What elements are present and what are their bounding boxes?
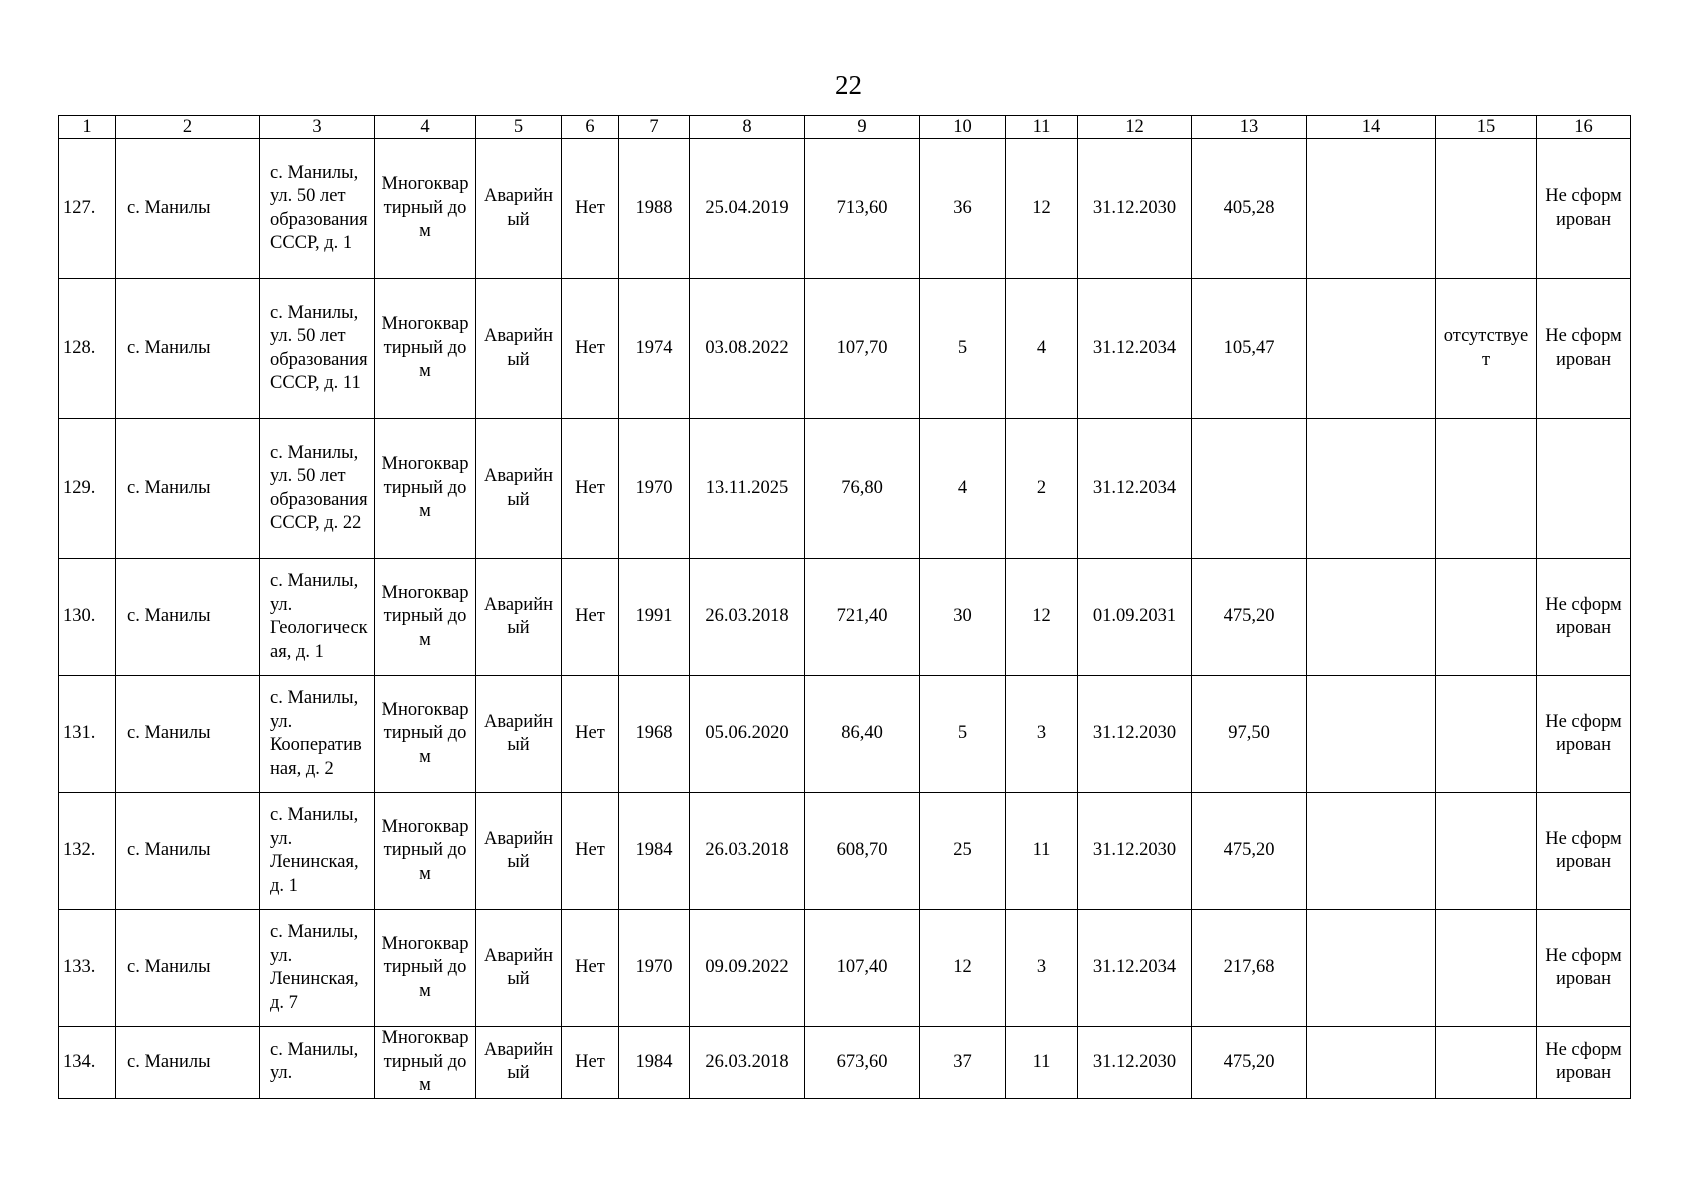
cell-cadastral-value <box>1192 419 1307 559</box>
cell-area: 76,80 <box>805 419 920 559</box>
cell-residents: 36 <box>920 139 1006 279</box>
cell-apartments: 4 <box>1006 279 1078 419</box>
cell-area: 608,70 <box>805 793 920 910</box>
column-header: 12 <box>1078 116 1192 139</box>
cell-condition: Аварийный <box>476 676 562 793</box>
cell-settlement: с. Манилы <box>116 139 260 279</box>
cell-address: с. Манилы, ул. 50 лет образования СССР, д. 22 <box>260 419 375 559</box>
cell-residents: 30 <box>920 559 1006 676</box>
column-header: 11 <box>1006 116 1078 139</box>
cell-building-type: Многоквартирный дом <box>375 419 476 559</box>
cell-residents: 5 <box>920 279 1006 419</box>
cell-resettlement-deadline: 31.12.2034 <box>1078 419 1192 559</box>
cell-row-number: 129. <box>59 419 116 559</box>
column-header: 4 <box>375 116 476 139</box>
cell-settlement: с. Манилы <box>116 910 260 1027</box>
cell-address: с. Манилы, ул. Геологическая, д. 1 <box>260 559 375 676</box>
cell-settlement: с. Манилы <box>116 279 260 419</box>
cell-building-type: Многоквартирный дом <box>375 910 476 1027</box>
cell-condition: Аварийный <box>476 1027 562 1099</box>
cell-building-type: Многоквартирный дом <box>375 559 476 676</box>
cell-column-14 <box>1307 676 1436 793</box>
cell-residents: 12 <box>920 910 1006 1027</box>
cell-land-plot-status: Не сформирован <box>1537 676 1631 793</box>
cell-row-number: 128. <box>59 279 116 419</box>
cell-build-year: 1974 <box>619 279 690 419</box>
cell-settlement: с. Манилы <box>116 559 260 676</box>
cell-address: с. Манилы, ул. <box>260 1027 375 1099</box>
cell-cadastral-value: 475,20 <box>1192 793 1307 910</box>
cell-land-plot-status <box>1537 419 1631 559</box>
cell-resettlement-deadline: 31.12.2030 <box>1078 139 1192 279</box>
housing-register-table <box>58 115 1631 1099</box>
column-header: 10 <box>920 116 1006 139</box>
cell-land-plot-status: Не сформирован <box>1537 559 1631 676</box>
cell-residents: 4 <box>920 419 1006 559</box>
cell-settlement: с. Манилы <box>116 793 260 910</box>
cell-settlement: с. Манилы <box>116 1027 260 1099</box>
column-header: 1 <box>59 116 116 139</box>
cell-condition: Аварийный <box>476 559 562 676</box>
cell-condition: Аварийный <box>476 419 562 559</box>
cell-build-year: 1984 <box>619 1027 690 1099</box>
cell-apartments: 3 <box>1006 676 1078 793</box>
cell-cadastral-value: 405,28 <box>1192 139 1307 279</box>
cell-recognition-date: 25.04.2019 <box>690 139 805 279</box>
cell-recognition-date: 26.03.2018 <box>690 793 805 910</box>
cell-recognition-date: 05.06.2020 <box>690 676 805 793</box>
table-body <box>59 139 1631 1099</box>
cell-condition: Аварийный <box>476 139 562 279</box>
cell-cadastral-value: 105,47 <box>1192 279 1307 419</box>
cell-land-plot-status: Не сформирован <box>1537 910 1631 1027</box>
cell-column-14 <box>1307 139 1436 279</box>
cell-area: 107,40 <box>805 910 920 1027</box>
cell-row-number: 132. <box>59 793 116 910</box>
cell-recognition-date: 26.03.2018 <box>690 559 805 676</box>
cell-column-14 <box>1307 279 1436 419</box>
cell-build-year: 1970 <box>619 419 690 559</box>
cell-object-status: Нет <box>562 139 619 279</box>
cell-resettlement-deadline: 31.12.2034 <box>1078 279 1192 419</box>
cell-object-status: Нет <box>562 910 619 1027</box>
column-header: 16 <box>1537 116 1631 139</box>
cell-object-status: Нет <box>562 1027 619 1099</box>
table-row <box>59 793 1631 910</box>
cell-building-type: Многоквартирный дом <box>375 676 476 793</box>
cell-residents: 25 <box>920 793 1006 910</box>
cell-condition: Аварийный <box>476 279 562 419</box>
cell-recognition-date: 03.08.2022 <box>690 279 805 419</box>
cell-column-14 <box>1307 910 1436 1027</box>
cell-land-plot-status: Не сформирован <box>1537 793 1631 910</box>
table-row <box>59 676 1631 793</box>
cell-column-15 <box>1436 559 1537 676</box>
cell-build-year: 1970 <box>619 910 690 1027</box>
column-header: 6 <box>562 116 619 139</box>
cell-residents: 37 <box>920 1027 1006 1099</box>
cell-cadastral-value: 475,20 <box>1192 559 1307 676</box>
cell-area: 107,70 <box>805 279 920 419</box>
cell-object-status: Нет <box>562 676 619 793</box>
cell-area: 86,40 <box>805 676 920 793</box>
cell-column-14 <box>1307 559 1436 676</box>
cell-recognition-date: 09.09.2022 <box>690 910 805 1027</box>
cell-residents: 5 <box>920 676 1006 793</box>
cell-building-type: Многоквартирный дом <box>375 793 476 910</box>
cell-object-status: Нет <box>562 793 619 910</box>
cell-building-type: Многоквартирный дом <box>375 279 476 419</box>
table-row <box>59 1027 1631 1099</box>
cell-address: с. Манилы, ул. Ленинская, д. 1 <box>260 793 375 910</box>
cell-column-14 <box>1307 1027 1436 1099</box>
cell-row-number: 127. <box>59 139 116 279</box>
cell-column-14 <box>1307 419 1436 559</box>
column-header: 13 <box>1192 116 1307 139</box>
cell-recognition-date: 26.03.2018 <box>690 1027 805 1099</box>
cell-apartments: 11 <box>1006 793 1078 910</box>
cell-build-year: 1991 <box>619 559 690 676</box>
cell-land-plot-status: Не сформирован <box>1537 1027 1631 1099</box>
table-row <box>59 559 1631 676</box>
cell-object-status: Нет <box>562 419 619 559</box>
cell-settlement: с. Манилы <box>116 419 260 559</box>
cell-land-plot-status: Не сформирован <box>1537 279 1631 419</box>
column-header: 2 <box>116 116 260 139</box>
column-header: 5 <box>476 116 562 139</box>
column-header: 14 <box>1307 116 1436 139</box>
cell-recognition-date: 13.11.2025 <box>690 419 805 559</box>
cell-resettlement-deadline: 31.12.2034 <box>1078 910 1192 1027</box>
column-header: 3 <box>260 116 375 139</box>
cell-resettlement-deadline: 31.12.2030 <box>1078 793 1192 910</box>
cell-object-status: Нет <box>562 559 619 676</box>
cell-area: 673,60 <box>805 1027 920 1099</box>
cell-build-year: 1984 <box>619 793 690 910</box>
cell-condition: Аварийный <box>476 910 562 1027</box>
cell-apartments: 3 <box>1006 910 1078 1027</box>
cell-apartments: 12 <box>1006 139 1078 279</box>
cell-cadastral-value: 97,50 <box>1192 676 1307 793</box>
cell-cadastral-value: 217,68 <box>1192 910 1307 1027</box>
cell-object-status: Нет <box>562 279 619 419</box>
cell-column-14 <box>1307 793 1436 910</box>
cell-resettlement-deadline: 31.12.2030 <box>1078 1027 1192 1099</box>
cell-building-type: Многоквартирный дом <box>375 139 476 279</box>
cell-apartments: 12 <box>1006 559 1078 676</box>
table-row <box>59 910 1631 1027</box>
cell-apartments: 2 <box>1006 419 1078 559</box>
cell-column-15 <box>1436 676 1537 793</box>
page-number: 22 <box>835 70 862 100</box>
cell-land-plot-status: Не сформирован <box>1537 139 1631 279</box>
cell-row-number: 130. <box>59 559 116 676</box>
cell-area: 713,60 <box>805 139 920 279</box>
cell-address: с. Манилы, ул. Кооперативная, д. 2 <box>260 676 375 793</box>
cell-address: с. Манилы, ул. 50 лет образования СССР, д. 1 <box>260 139 375 279</box>
cell-condition: Аварийный <box>476 793 562 910</box>
cell-row-number: 133. <box>59 910 116 1027</box>
table-row <box>59 139 1631 279</box>
column-header: 8 <box>690 116 805 139</box>
cell-column-15: отсутствует <box>1436 279 1537 419</box>
cell-resettlement-deadline: 31.12.2030 <box>1078 676 1192 793</box>
cell-column-15 <box>1436 1027 1537 1099</box>
cell-settlement: с. Манилы <box>116 676 260 793</box>
column-number-row <box>59 116 1631 139</box>
cell-area: 721,40 <box>805 559 920 676</box>
cell-build-year: 1968 <box>619 676 690 793</box>
cell-apartments: 11 <box>1006 1027 1078 1099</box>
cell-column-15 <box>1436 419 1537 559</box>
cell-building-type: Многоквартирный дом <box>375 1027 476 1099</box>
cell-row-number: 131. <box>59 676 116 793</box>
table-row <box>59 279 1631 419</box>
cell-address: с. Манилы, ул. 50 лет образования СССР, д. 11 <box>260 279 375 419</box>
cell-column-15 <box>1436 910 1537 1027</box>
column-header: 15 <box>1436 116 1537 139</box>
table-row <box>59 419 1631 559</box>
cell-address: с. Манилы, ул. Ленинская, д. 7 <box>260 910 375 1027</box>
cell-build-year: 1988 <box>619 139 690 279</box>
cell-row-number: 134. <box>59 1027 116 1099</box>
cell-resettlement-deadline: 01.09.2031 <box>1078 559 1192 676</box>
column-header: 7 <box>619 116 690 139</box>
cell-column-15 <box>1436 793 1537 910</box>
cell-column-15 <box>1436 139 1537 279</box>
column-header: 9 <box>805 116 920 139</box>
cell-cadastral-value: 475,20 <box>1192 1027 1307 1099</box>
